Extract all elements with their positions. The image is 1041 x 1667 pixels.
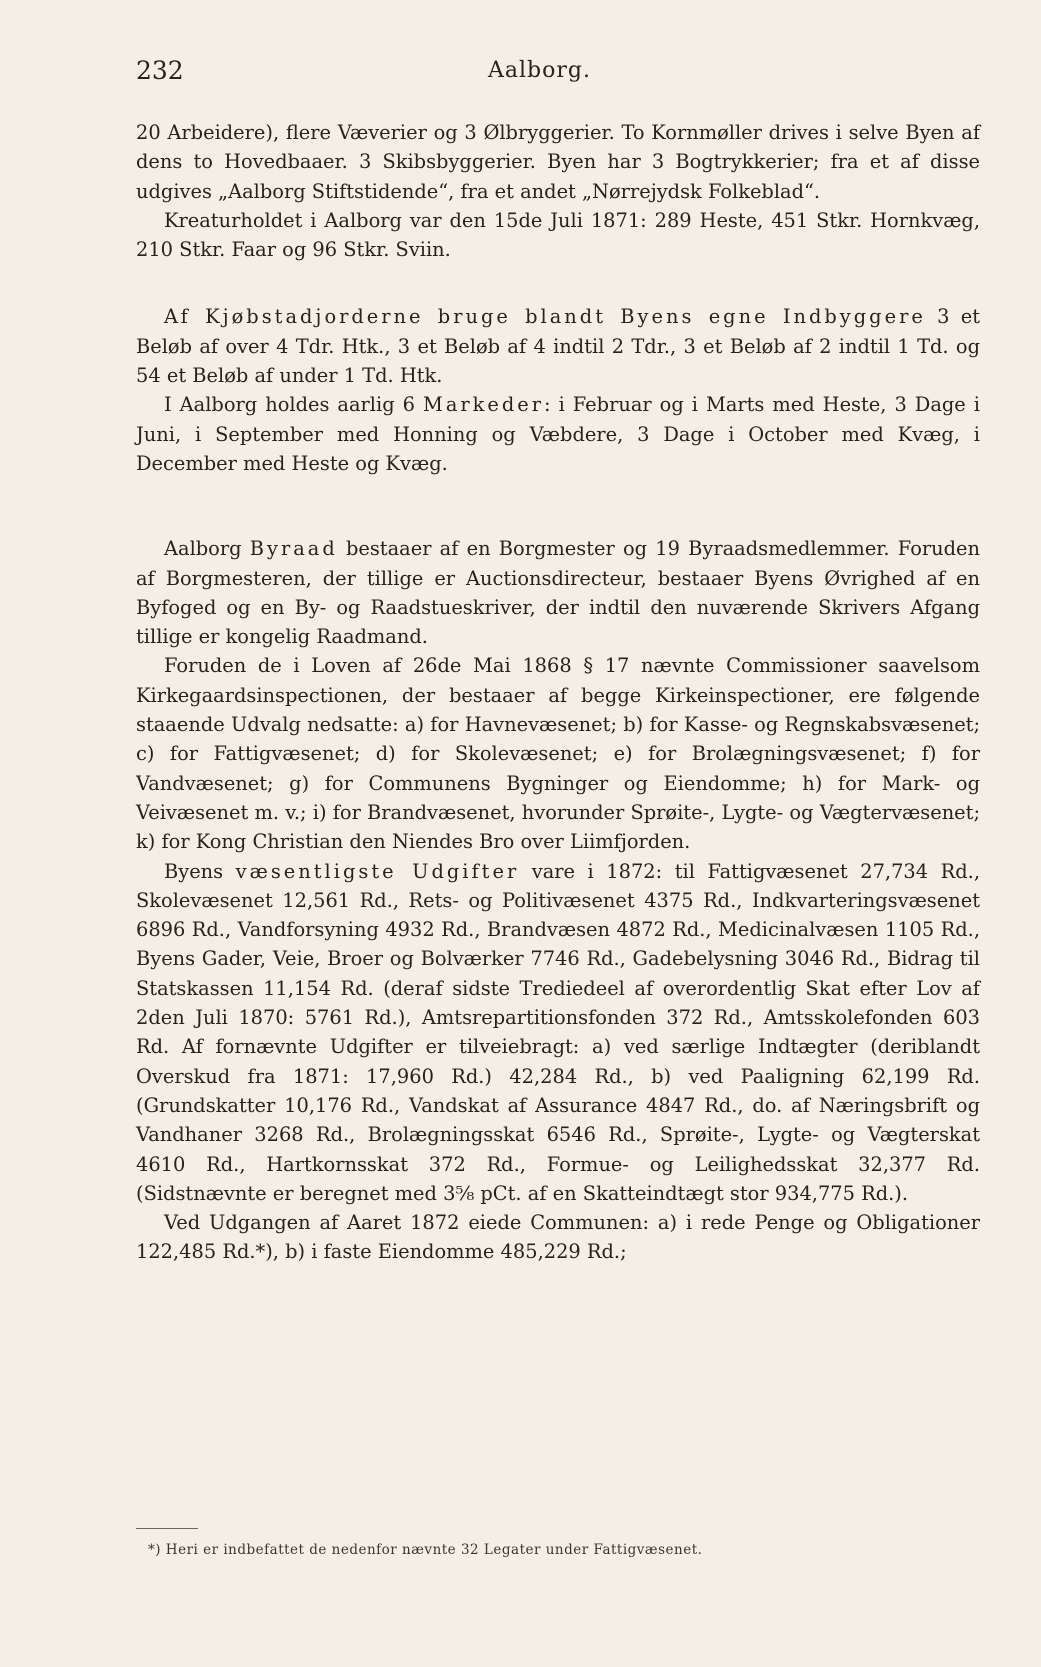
paragraph-pre: Byens [164,859,236,883]
paragraph-assets [136,1208,980,1267]
paragraph-text: bestaaer af en Borgmester og 19 Byraadsmedlemmer. Foruden af Borgmesteren, der tillige er Auctionsdirecteur, bestaaer Byens Øvrighed af en Byfoged og en By- og Raadstueskriver, der indtil den nuværende Skrivers Afgang tillige er kongelig Raadmand. [136,537,980,649]
footnote-rule [136,1528,198,1529]
paragraph-committees: Foruden de i Loven af 26de Mai 1868 § 17 nævnte Commissioner saavelsom Kirkegaardsinspectionen, der bestaaer af begge Kirkeinspectioner, ere følgende staaende Udvalg nedsatte: a) for Havnevæsenet; b) for Kasse- og Regnskabsvæsenet; c) for Fattigvæsenet; d) for Skolevæsenet; e) for Brolægningsvæsenet; f) for Vandvæsenet; g) for Communens Bygninger og Eiendomme; h) for Mark- og Veivæsenet m. v.; i) for Brandvæsenet, hvorunder Sprøite-, Lygte- og Vægtervæsenet; k) for Kong Christian den Niendes Bro over Liimfjorden. [136,654,980,854]
emphasis-lead: Byraad [249,537,338,561]
paragraph-text: a) i rede Penge og Obligationer 122,485 Rd.*), b) i faste Eiendomme 485,229 Rd.; [136,1211,980,1264]
paragraph-industry: 20 Arbeidere), flere Væverier og 3 Ølbryggerier. To Kornmøller drives i selve Byen af dens to Hovedbaaer. 3 Skibsbyggerier. Byen har 3 Bogtrykkerier; fra et af disse udgives „Aalborg Stiftstidende“, fra et andet „Nørrejydsk Folkeblad“. [136,121,980,203]
paragraph-markets [136,390,980,478]
paragraph-expenses [136,857,980,1209]
emphasis-lead: Af Kjøbstadjorderne bruge blandt Byens egne Indbyggere [164,305,926,329]
paragraph-livestock: Kreaturholdet i Aalborg var den 15de Juli 1871: 289 Heste, 451 Stkr. Hornkvæg, 210 Stkr. Faar og 96 Stkr. Sviin. [136,208,980,262]
paragraph-text: vare i 1872: til Fattigvæsenet 27,734 Rd., Skolevæsenet 12,561 Rd., Rets- og Politivæsenet 4375 Rd., Indkvarteringsvæsenet 6896 Rd., Vandforsyning 4932 Rd., Brandvæsen 4872 Rd., Medicinalvæsen 1105 Rd., Byens Gader, Veie, Broer og Bolværker 7746 Rd., Gadebelysning 3046 Rd., Bidrag til Statskassen 11,154 Rd. (deraf sidste Trediedeel af overordentlig Skat efter Lov af 2den Juli 1870: 5761 Rd.), Amtsrepartitionsfonden 372 Rd., Amtsskolefonden 603 Rd. Af fornævnte Udgifter er tilveiebragt: a) ved særlige Indtægter (deriblandt Overskud fra 1871: 17,960 Rd.) 42,284 Rd., b) ved Paaligning 62,199 Rd. (Grundskatter 10,176 Rd., Vandskat af Assurance 4847 Rd., do. af Næringsbrift og Vandhaner 3268 Rd., Brolægningsskat 6546 Rd., Sprøite-, Lygte- og Vægterskat 4610 Rd., Hartkornsskat 372 Rd., Formue- og Leilighedsskat 32,377 Rd. (Sidstnævnte er beregnet med 3⁵⁄₈ pCt. af en Skatteindtægt stor 934,775 Rd.). [136,859,980,1205]
paragraph-town-land [136,302,980,390]
page-header [132,56,947,92]
running-head: Aalborg. [488,58,591,83]
paragraph-pre: Aalborg [164,537,250,561]
paragraph-text: : i Februar og i Marts med Heste, 3 Dage i Juni, i September med Honning og Væbdere, 3 Dage i October med Kvæg, i December med Heste og Kvæg. [136,393,980,475]
paragraph-pre: Ved Udgangen af Aaret 1872 eiede Communen: [164,1211,650,1235]
emphasis-lead: væsentligste Udgifter [235,859,520,883]
paragraph-text: 3 et Beløb af over 4 Tdr. Htk., 3 et Beløb af 4 indtil 2 Tdr., 3 et Beløb af 2 indtil 1 Td. og 54 et Beløb af under 1 Td. Htk. [136,305,980,388]
page-number: 232 [136,56,184,85]
body-text [136,118,980,1267]
paragraph-town-council [136,534,980,651]
footnote: *) Heri er indbefattet de nedenfor nævnte 32 Legater under Fattigvæsenet. [148,1542,703,1558]
emphasis-lead: Markeder [422,393,545,417]
paragraph-pre: I Aalborg holdes aarlig 6 [164,393,423,417]
